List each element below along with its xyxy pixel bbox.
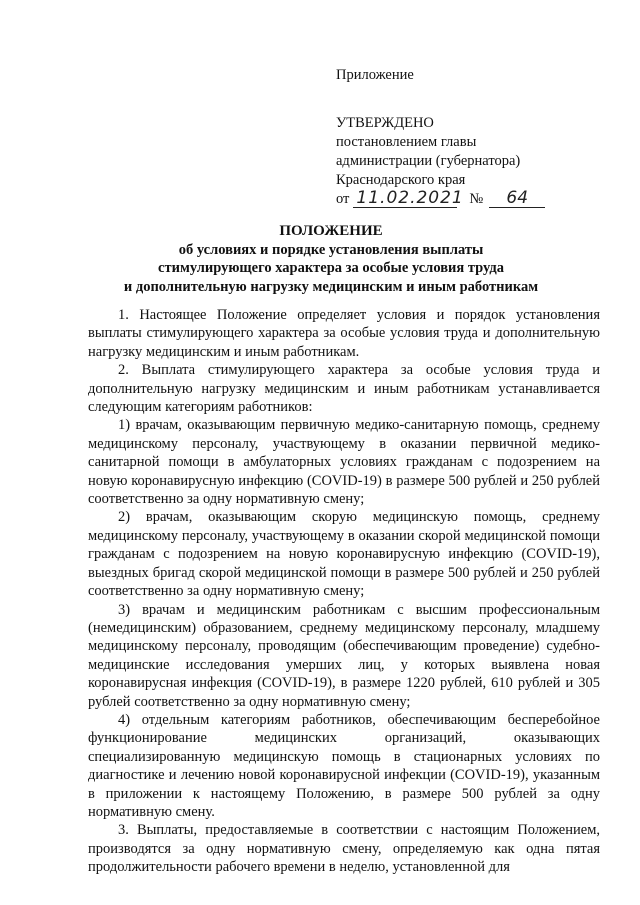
appendix-label: Приложение (336, 67, 414, 83)
approval-line-1: постановлением главы (336, 134, 477, 150)
paragraph: 3) врачам и медицинским работникам с высшим профессиональным (немедицинским) образованием, среднему медицинскому персоналу, младшему медицинскому персоналу, проводящим (обеспечивающим проведение) судебно-медицинские исследования умерших лиц, у которых выявлена новая коронавирусная инфекция (COVID-19), в размере 1220 рублей, 610 рублей и 305 рублей соответственно за одну нормативную смену; (88, 601, 600, 710)
handwritten-date: 11.02.2021 (353, 190, 457, 208)
paragraph: 3. Выплаты, предоставляемые в соответствии с настоящим Положением, производятся за одну нормативную смену, определяемую как одна пятая продолжительности рабочего времени в неделю, установленной для (88, 822, 600, 876)
document-title (60, 222, 602, 296)
title-line-1: об условиях и порядке установления выплаты (178, 241, 484, 258)
paragraph: 4) отдельным категориям работников, обеспечивающим бесперебойное функционирование медицинских организаций, оказывающих специализированную медицинскую помощь в стационарных условиях по диагностике и лечению новой коронавирусной инфекции (COVID-19), указанным в приложении к настоящему Положению, в размере 500 рублей за одну нормативную смену. (88, 711, 600, 820)
title-line-3: и дополнительную нагрузку медицинским и иным работникам (123, 278, 539, 295)
paragraph: 2. Выплата стимулирующего характера за особые условия труда и дополнительную нагрузку медицинским и иным работникам устанавливается следующим категориям работников: (88, 362, 600, 416)
approval-line-3: Краснодарского края (336, 172, 466, 188)
title-main: ПОЛОЖЕНИЕ (279, 223, 383, 239)
number-sign: № (469, 191, 484, 207)
registration-line (336, 190, 626, 209)
document-body (88, 306, 600, 877)
approved-heading: УТВЕРЖДЕНО (336, 115, 434, 131)
title-line-2: стимулирующего характера за особые условия труда (158, 260, 504, 277)
paragraph: 1) врачам, оказывающим первичную медико-санитарную помощь, среднему медицинскому персоналу, участвующему в оказании первичной медико-санитарной помощи в амбулаторных условиях гражданам с подозрением на новую коронавирусную инфекцию (COVID-19) в размере 500 рублей и 250 рублей соответственно за одну нормативную смену; (88, 417, 600, 508)
paragraph: 1. Настоящее Положение определяет условия и порядок установления выплаты стимулирующего характера за особые условия труда и дополнительную нагрузку медицинским и иным работникам. (88, 307, 600, 360)
paragraph: 2) врачам, оказывающим скорую медицинскую помощь, среднему медицинскому персоналу, участвующему в оказании скорой медицинской помощи гражданам с подозрением на новую коронавирусную инфекцию (COVID-19), выездных бригад скорой медицинской помощи в размере 500 рублей и 250 рублей соответственно за одну нормативную смену; (88, 509, 600, 600)
from-label: от (336, 191, 350, 207)
handwritten-number: 64 (489, 190, 545, 208)
approval-stamp (336, 66, 626, 209)
approval-line-2: администрации (губернатора) (336, 153, 521, 169)
